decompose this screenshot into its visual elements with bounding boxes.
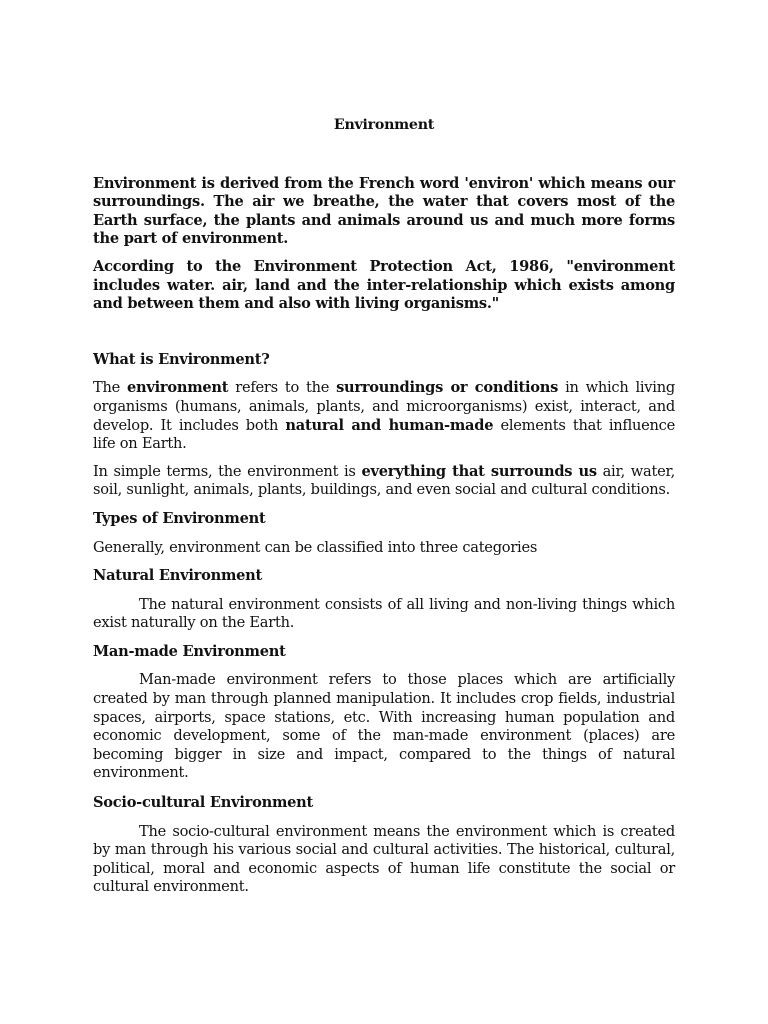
- bold-term-natural-human-made: natural and human-made: [285, 416, 494, 434]
- what-is-paragraph-1: [93, 379, 675, 453]
- natural-paragraph: The natural environment consists of all living and non-living things which exist naturally on the Earth.: [93, 595, 675, 632]
- text-run: In simple terms, the environment is: [93, 462, 362, 480]
- types-intro: Generally, environment can be classified into three categories: [93, 538, 538, 556]
- subheading-man-made: Man-made Environment: [93, 642, 286, 660]
- intro-paragraph-definition: Environment is derived from the French word 'environ' which means our surroundings. The air we breathe, the water that covers most of the Earth surface, the plants and animals around us and much more forms the part of environment.: [93, 174, 675, 248]
- socio-cultural-paragraph: The socio-cultural environment means the environment which is created by man through his various social and cultural activities. The historical, cultural, political, moral and economic aspects of human life constitute the social or cultural environment.: [93, 822, 675, 896]
- subheading-natural: Natural Environment: [93, 567, 263, 585]
- text-run: refers to the: [228, 379, 337, 397]
- bold-term-surroundings: surroundings or conditions: [336, 379, 559, 397]
- text-run: elements that influence life on Earth.: [93, 416, 675, 453]
- page-title: Environment: [333, 117, 435, 133]
- section-heading-what-is: What is Environment?: [93, 350, 270, 368]
- bold-term-environment: environment: [127, 379, 229, 397]
- document-page: [93, 116, 675, 897]
- bold-term-everything: everything that surrounds us: [361, 462, 597, 480]
- what-is-paragraph-2: [93, 463, 675, 500]
- intro-paragraph-act: According to the Environment Protection Act, 1986, "environment includes water. air, land and the inter-relationship which exists among and between them and also with living organisms.": [93, 257, 675, 313]
- text-run: air, water, soil, sunlight, animals, plants, buildings, and even social and cultural conditions.: [93, 462, 675, 499]
- text-run: The: [93, 379, 127, 397]
- text-run: in which living organisms (humans, animals, plants, and microorganisms) exist, interact, and develop. It includes both: [93, 379, 675, 434]
- man-made-paragraph: Man-made environment refers to those places which are artificially created by man through planned manipulation. It includes crop fields, industrial spaces, airports, space stations, etc. With increasing human population and economic development, some of the man-made environment (places) are becoming bigger in size and impact, compared to the things of natural environment.: [93, 671, 675, 782]
- section-heading-types: Types of Environment: [93, 509, 266, 527]
- subheading-socio-cultural: Socio-cultural Environment: [93, 794, 314, 812]
